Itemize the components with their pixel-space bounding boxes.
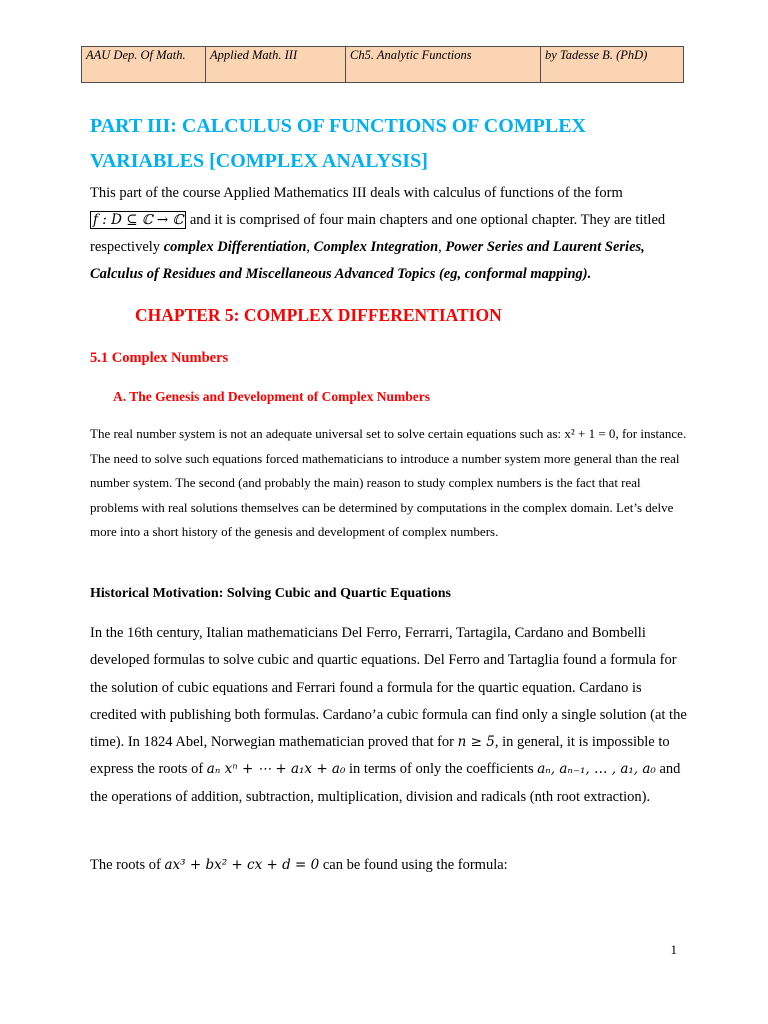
part-title-line1: PART III: CALCULUS OF FUNCTIONS OF COMPLEX bbox=[90, 115, 586, 137]
page-number: 1 bbox=[670, 942, 677, 957]
historical-text-3: in terms of only the coefficients bbox=[345, 761, 538, 778]
math-n-ge-5: n ≥ 5 bbox=[457, 734, 495, 751]
math-cubic-equation: ax³ + bx² + cx + d = 0 bbox=[164, 857, 320, 873]
subsection-title: A. The Genesis and Development of Complex Numbers bbox=[113, 389, 430, 404]
historical-text-1: In the 16th century, Italian mathematicians Del Ferro, Ferrarri, Tartagila, Cardano and Bombelli developed formulas to solve cubic and quartic equations. Del Ferro and Tartaglia found a formula for the solution of cubic equations and Ferrari found a formula for the quartic equation. Cardano is credited with publishing both formulas. Cardano’a cubic formula can find only a single solution (at the time). In 1824 Abel, Norwegian mathematician proved that for bbox=[90, 625, 687, 751]
cubic-text-after: can be found using the formula: bbox=[319, 857, 508, 873]
section-title: 5.1 Complex Numbers bbox=[90, 350, 229, 366]
intro-line1: This part of the course Applied Mathematics III deals with calculus of functions of the form bbox=[90, 185, 623, 201]
cubic-text-before: The roots of bbox=[90, 857, 165, 873]
chapter-name-integration: Complex Integration bbox=[313, 239, 439, 255]
intro-text: and it is comprised of four main chapters and one optional chapter. They are titled respectively bbox=[90, 212, 666, 255]
header-chapter: Ch5. Analytic Functions bbox=[346, 47, 541, 83]
historical-paragraph bbox=[90, 620, 690, 811]
math-polynomial: aₙ xⁿ + ⋯ + a₁x + a₀ bbox=[206, 761, 346, 778]
part-title-line2: VARIABLES [COMPLEX ANALYSIS] bbox=[90, 150, 428, 172]
cubic-equation-line bbox=[90, 852, 690, 879]
historical-text-2: , in general, it is impossible to express the roots of bbox=[90, 734, 670, 778]
intro-separator: , bbox=[438, 239, 446, 255]
historical-text-4: and the operations of addition, subtraction, multiplication, division and radicals (nth root extraction). bbox=[90, 761, 681, 805]
intro-separator: , bbox=[306, 239, 314, 255]
intro-paragraph bbox=[90, 180, 690, 288]
genesis-text-start: The real number system is not an adequate universal set to solve certain equations such as: bbox=[90, 426, 565, 441]
header-course: Applied Math. III bbox=[206, 47, 346, 83]
historical-motivation-title: Historical Motivation: Solving Cubic and Quartic Equations bbox=[90, 586, 451, 601]
genesis-paragraph bbox=[90, 422, 690, 545]
chapter-name-differentiation: complex Differentiation bbox=[163, 239, 307, 255]
document-header-table bbox=[81, 46, 684, 83]
chapter-title: CHAPTER 5: COMPLEX DIFFERENTIATION bbox=[135, 305, 502, 325]
math-coefficients: aₙ, aₙ₋₁, … , a₁, a₀ bbox=[537, 761, 656, 778]
genesis-text-rest: , for instance. The need to solve such equations forced mathematicians to introduce a number system more general than the real number system. The second (and probably the main) reason to study complex numbers is the fact that real problems with real solutions themselves can be determined by computations in the complex domain. Let’s delve more into a short history of the genesis and development of complex numbers. bbox=[90, 426, 687, 540]
header-author: by Tadesse B. (PhD) bbox=[541, 47, 684, 83]
header-department: AAU Dep. Of Math. bbox=[82, 47, 206, 83]
chapter-name-series-residues: Power Series and Laurent Series, Calculus of Residues and Miscellaneous Advanced Topics (eg, conformal mapping). bbox=[90, 239, 645, 282]
function-notation: f : D ⊆ ℂ → ℂ bbox=[90, 211, 186, 229]
equation-x-squared: x² + 1 = 0 bbox=[564, 426, 616, 441]
